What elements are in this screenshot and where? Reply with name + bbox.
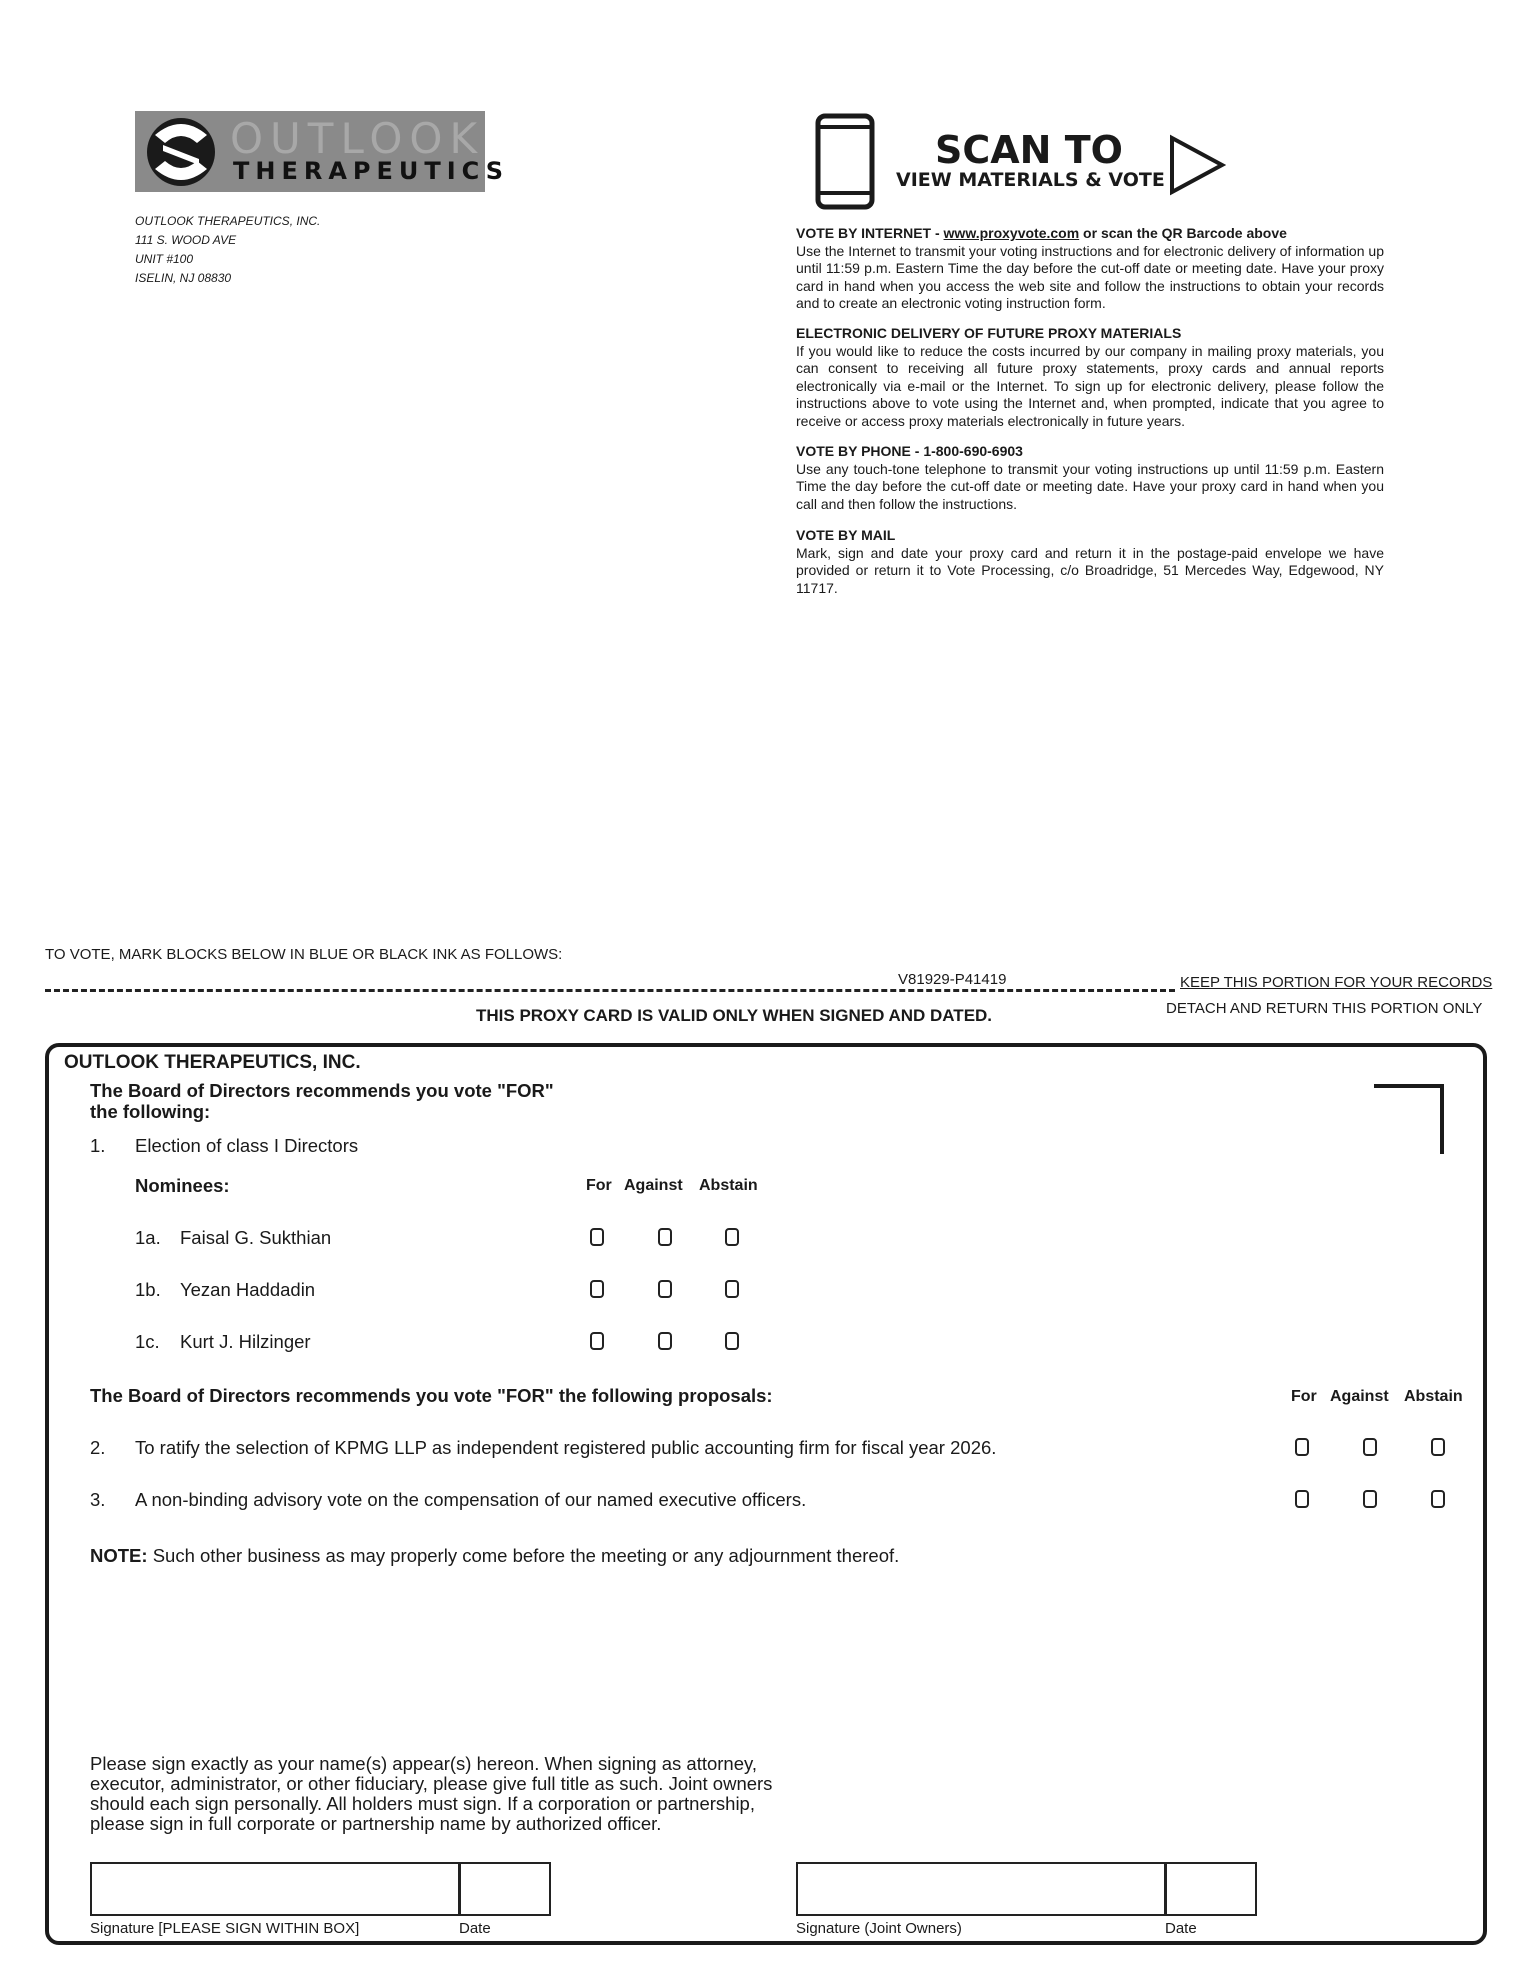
proposal-2-text: To ratify the selection of KPMG LLP as independent registered public accounting firm for fiscal year 2026. [135,1437,997,1458]
section-body: If you would like to reduce the costs incurred by our company in mailing proxy materials, you can consent to receiving all future proxy statements, proxy cards and annual reports electronically via e-mail or the Internet. To sign up for electronic delivery, please follow the instructions above to vote using the Internet and, when prompted, indicate that you agree to receive or access proxy materials electronically in future years. [796,342,1384,429]
nominee-name: Yezan Haddadin [180,1279,316,1300]
nominee-1a-against-checkbox[interactable] [658,1228,672,1246]
board-recommendation-directors: The Board of Directors recommends you vote "FOR" the following: [90,1080,554,1122]
column-against: Against [624,1177,683,1194]
date-label: Date [1165,1920,1197,1937]
valid-notice: THIS PROXY CARD IS VALID ONLY WHEN SIGNED AND DATED. [476,1006,993,1025]
vote-by-phone-section [796,443,1384,513]
nominee-1c-for-checkbox[interactable] [590,1332,604,1350]
signature-label: Signature [PLEASE SIGN WITHIN BOX] [90,1920,360,1937]
scan-subtitle: VIEW MATERIALS & VOTE [896,169,1165,191]
proposal-2-number: 2. [90,1437,106,1458]
nominee-name: Faisal G. Sukthian [180,1227,332,1248]
joint-signature-box[interactable] [796,1862,1166,1916]
board-recommendation-proposals: The Board of Directors recommends you vote "FOR" the following proposals: [90,1385,773,1406]
nominee-number: 1c. [135,1331,160,1352]
play-arrow-icon [1168,134,1226,196]
nominee-1c-abstain-checkbox[interactable] [725,1332,739,1350]
proxyvote-link[interactable]: www.proxyvote.com [943,225,1080,241]
date-label: Date [459,1920,491,1937]
section-body: Mark, sign and date your proxy card and return it in the postage-paid envelope we have provided or return it to Vote Processing, c/o Broadridge, 51 Mercedes Way, Edgewood, NY 11717. [796,544,1384,596]
nominee-1b-abstain-checkbox[interactable] [725,1280,739,1298]
logo-mark-icon [141,115,225,189]
logo-word-outlook: OUTLOOK [230,114,485,163]
nominee-1c-against-checkbox[interactable] [658,1332,672,1350]
proposal-3-abstain-checkbox[interactable] [1431,1490,1445,1508]
signature-date-box[interactable] [459,1862,551,1916]
vote-by-internet-section [796,225,1384,313]
electronic-delivery-section [796,325,1384,430]
column-for: For [1291,1388,1317,1405]
address-line: UNIT #100 [135,252,194,266]
joint-signature-date-box[interactable] [1165,1862,1257,1916]
company-logo [135,111,510,192]
proposal-2-abstain-checkbox[interactable] [1431,1438,1445,1456]
proposal-3-for-checkbox[interactable] [1295,1490,1309,1508]
card-company-name: OUTLOOK THERAPEUTICS, INC. [64,1052,361,1073]
column-against: Against [1330,1388,1389,1405]
vote-by-mail-section [796,527,1384,597]
reference-number: V81929-P41419 [894,971,1010,988]
column-abstain: Abstain [1404,1388,1463,1405]
proposal-3-number: 3. [90,1489,106,1510]
address-line: ISELIN, NJ 08830 [135,271,232,285]
nominee-number: 1b. [135,1279,161,1300]
scan-title: SCAN TO [935,128,1123,172]
section-heading: ELECTRONIC DELIVERY OF FUTURE PROXY MATERIALS [796,325,1182,341]
signing-instructions: Please sign exactly as your name(s) appear(s) hereon. When signing as attorney, executor, administrator, or other fiduciary, please give full title as such. Joint owners should each sign personally. All holders must sign. If a corporation or partnership, please sign in full corporate or partnership name by authorized officer. [90,1753,773,1834]
proposal-3-text: A non-binding advisory vote on the compensation of our named executive officers. [135,1489,807,1510]
note-text: NOTE: Such other business as may properly come before the meeting or any adjournment thereof. [90,1545,900,1566]
logo-word-therapeutics: THERAPEUTICS [233,157,510,185]
item-1-number: 1. [90,1135,106,1156]
proposal-2-for-checkbox[interactable] [1295,1438,1309,1456]
proposal-2-against-checkbox[interactable] [1363,1438,1377,1456]
signature-box[interactable] [90,1862,460,1916]
nominee-1a-for-checkbox[interactable] [590,1228,604,1246]
corner-registration-mark [1374,1084,1444,1154]
detach-portion-label: DETACH AND RETURN THIS PORTION ONLY [1166,1000,1483,1017]
address-line: OUTLOOK THERAPEUTICS, INC. [135,214,321,228]
section-body: Use any touch-tone telephone to transmit your voting instructions up until 11:59 p.m. Eastern Time the day before the cut-off date or meeting date. Have your proxy card in hand when you call and then follow the instructions. [796,460,1384,512]
nominee-1a-abstain-checkbox[interactable] [725,1228,739,1246]
address-line: 111 S. WOOD AVE [135,233,237,247]
item-1-text: Election of class I Directors [135,1135,359,1156]
nominee-1b-against-checkbox[interactable] [658,1280,672,1298]
joint-signature-label: Signature (Joint Owners) [796,1920,962,1937]
section-heading: VOTE BY PHONE - 1-800-690-6903 [796,443,1023,459]
section-body: Use the Internet to transmit your voting instructions and for electronic delivery of information up until 11:59 p.m. Eastern Time the day before the cut-off date or meeting date. Have your proxy card in hand when you access the web site and follow the instructions to obtain your records and to create an electronic voting instruction form. [796,242,1384,311]
section-heading: VOTE BY MAIL [796,527,896,543]
phone-icon [815,113,875,210]
to-vote-instruction: TO VOTE, MARK BLOCKS BELOW IN BLUE OR BLACK INK AS FOLLOWS: [45,946,563,963]
section-heading: VOTE BY INTERNET - www.proxyvote.com or scan the QR Barcode above [796,225,1287,241]
nominee-number: 1a. [135,1227,161,1248]
column-abstain: Abstain [699,1177,758,1194]
keep-portion-label: KEEP THIS PORTION FOR YOUR RECORDS [1180,974,1493,991]
proposal-3-against-checkbox[interactable] [1363,1490,1377,1508]
nominee-1b-for-checkbox[interactable] [590,1280,604,1298]
nominees-label: Nominees: [135,1175,230,1196]
company-address [135,212,320,288]
detach-line [45,989,1175,992]
column-for: For [586,1177,612,1194]
nominee-name: Kurt J. Hilzinger [180,1331,311,1352]
